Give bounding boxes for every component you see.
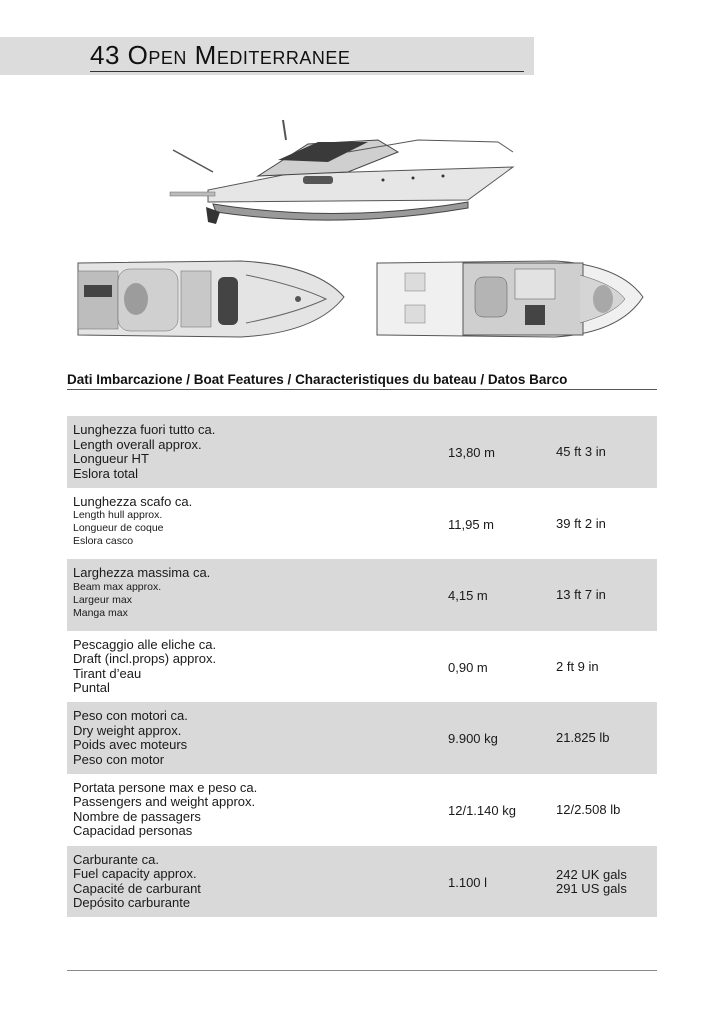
spec-label-it: Larghezza massima ca.	[73, 565, 211, 581]
title-underline	[90, 71, 524, 72]
spec-imperial-value: 39 ft 2 in	[556, 515, 606, 531]
title-rest-mediterranee: editerranee	[216, 40, 351, 70]
title-initial-m: M	[194, 40, 217, 70]
spec-label-it: Portata persone max e peso ca.	[73, 779, 258, 795]
footer-rule	[67, 970, 657, 971]
spec-metric-value: 11,95 m	[448, 516, 495, 532]
spec-label-en: Dry weight approx.	[73, 722, 182, 738]
spec-label-fr: Poids avec moteurs	[73, 737, 188, 753]
spec-label-es: Depósito carburante	[73, 895, 191, 911]
spec-label-fr: Capacité de carburant	[73, 880, 201, 896]
spec-label-en: Fuel capacity approx.	[73, 866, 197, 882]
spec-row-length-hull	[67, 488, 657, 560]
spec-metric-value: 12/1.140 kg	[448, 802, 516, 818]
spec-labels	[73, 423, 215, 481]
spec-label-fr: Longueur HT	[73, 451, 149, 466]
spec-label-it: Lunghezza scafo ca.	[73, 493, 193, 509]
spec-labels	[73, 638, 216, 696]
title-initial-o: O	[127, 40, 149, 70]
spec-row-length-overall	[67, 416, 657, 488]
spec-label-es: Eslora casco	[73, 535, 134, 548]
spec-row-dry-weight	[67, 702, 657, 774]
spec-metric-value: 1.100 l	[448, 874, 488, 890]
spec-label-en: Passengers and weight approx.	[73, 794, 256, 810]
spec-row-beam	[67, 559, 657, 631]
spec-label-fr: Largeur max	[73, 593, 132, 606]
spec-labels	[73, 495, 192, 549]
spec-imperial-value: 45 ft 3 in	[556, 444, 606, 459]
spec-imperial-value: 12/2.508 lb	[556, 801, 621, 817]
spec-label-es: Eslora total	[73, 465, 139, 481]
spec-labels	[73, 709, 188, 767]
model-number: 43	[90, 40, 120, 70]
spec-row-draft	[67, 631, 657, 703]
spec-label-it: Carburante ca.	[73, 851, 159, 867]
spec-table	[67, 416, 657, 917]
spec-label-en: Length overall approx.	[73, 436, 202, 452]
spec-label-fr: Nombre de passagers	[73, 808, 201, 824]
title-rest-open: pen	[148, 40, 187, 70]
spec-row-fuel-capacity	[67, 846, 657, 918]
spec-label-en: Draft (incl.props) approx.	[73, 651, 217, 667]
spec-label-en: Beam max approx.	[73, 580, 162, 593]
spec-label-it: Peso con motori ca.	[73, 708, 188, 724]
spec-metric-value: 0,90 m	[448, 659, 488, 675]
title-word-open	[128, 40, 187, 70]
spec-label-es: Manga max	[73, 606, 128, 619]
spec-row-passengers	[67, 774, 657, 846]
spec-imperial-us: 291 US gals	[556, 880, 627, 896]
spec-metric-value: 9.900 kg	[448, 731, 498, 747]
page-title	[90, 40, 350, 71]
spec-label-es: Capacidad personas	[73, 823, 193, 839]
spec-imperial-value	[556, 868, 627, 896]
spec-metric-value: 13,80 m	[448, 445, 495, 460]
title-word-mediterranee	[195, 40, 351, 70]
features-heading-rule	[67, 389, 657, 390]
spec-labels	[73, 781, 257, 839]
spec-label-it: Pescaggio alle eliche ca.	[73, 636, 217, 652]
boat-interior-layout-drawing	[375, 255, 645, 345]
spec-imperial-value: 2 ft 9 in	[556, 658, 599, 674]
spec-imperial-uk: 242 UK gals	[556, 866, 627, 882]
spec-labels	[73, 566, 210, 620]
boat-deck-plan-drawing	[66, 255, 348, 345]
spec-imperial-value: 13 ft 7 in	[556, 587, 606, 603]
spec-label-fr: Tirant d’eau	[73, 665, 142, 681]
spec-label-es: Peso con motor	[73, 751, 165, 767]
spec-label-it: Lunghezza fuori tutto ca.	[73, 422, 216, 437]
spec-label-es: Puntal	[73, 680, 110, 696]
spec-labels	[73, 853, 201, 911]
features-heading: Dati Imbarcazione / Boat Features / Characteristiques du bateau / Datos Barco	[67, 372, 568, 387]
spec-metric-value: 4,15 m	[448, 588, 488, 604]
spec-imperial-value: 21.825 lb	[556, 730, 610, 746]
boat-side-profile-drawing	[168, 112, 528, 232]
spec-label-en: Length hull approx.	[73, 509, 163, 522]
spec-label-fr: Longueur de coque	[73, 522, 164, 535]
